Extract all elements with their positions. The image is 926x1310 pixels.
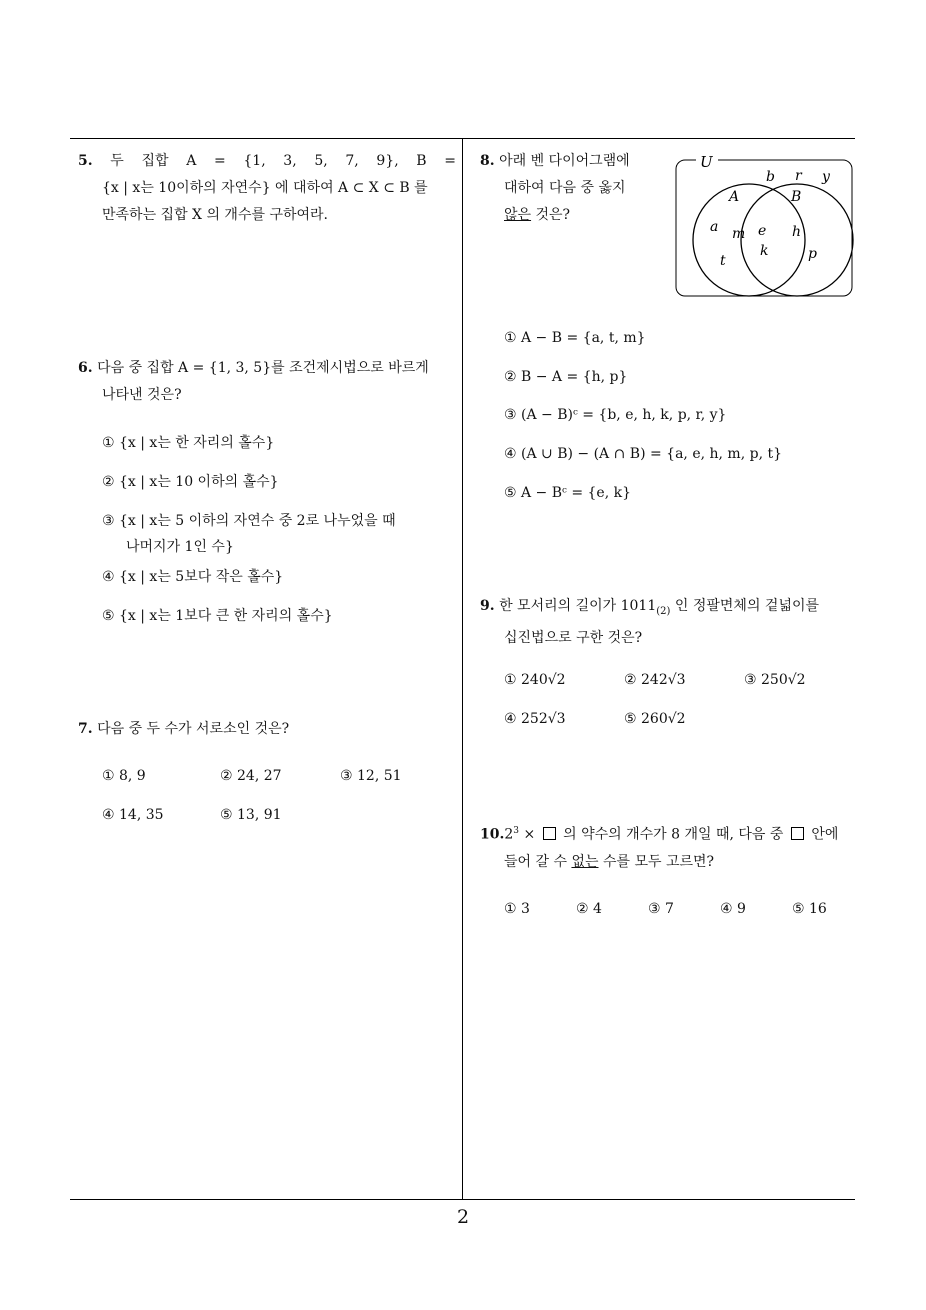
venn-element-k: k [760, 243, 769, 259]
venn-set-a-label: A [729, 189, 740, 205]
question-5-line3: 만족하는 집합 X 의 개수를 구하여라. [102, 207, 329, 223]
q9-option-2[interactable]: ② 242√3 [624, 672, 686, 688]
q7-option-2[interactable]: ② 24, 27 [220, 768, 282, 784]
q8-option-4[interactable]: ④ (A ∪ B) − (A ∩ B) = {a, e, h, m, p, t} [504, 446, 782, 462]
q7-option-3[interactable]: ③ 12, 51 [340, 768, 402, 784]
question-9-number: 9. [480, 598, 495, 614]
venn-element-m: m [732, 226, 746, 242]
q9-option-4[interactable]: ④ 252√3 [504, 711, 566, 727]
question-8-line1: 8. 아래 벤 다이어그램에 [480, 153, 630, 169]
q10-option-5[interactable]: ⑤ 16 [792, 901, 827, 917]
q10-option-3[interactable]: ③ 7 [648, 901, 674, 917]
question-5-line1: 5. 두 집합 A = {1, 3, 5, 7, 9}, B = [78, 153, 456, 169]
venn-element-t: t [720, 253, 726, 269]
q10-option-2[interactable]: ② 4 [576, 901, 602, 917]
venn-element-p: p [808, 246, 817, 262]
page-number: 2 [456, 1206, 470, 1228]
q8-option-5[interactable]: ⑤ A − Bᶜ = {e, k} [504, 485, 631, 501]
q8-option-3[interactable]: ③ (A − B)ᶜ = {b, e, h, k, p, r, y} [504, 407, 727, 423]
venn-element-h: h [792, 224, 802, 240]
question-8-line3: 않은 것은? [504, 207, 571, 223]
q9-option-3[interactable]: ③ 250√2 [744, 672, 806, 688]
column-divider [462, 138, 463, 1200]
q8-option-1[interactable]: ① A − B = {a, t, m} [504, 330, 646, 346]
question-10 [480, 818, 865, 876]
question-8-line2: 대하여 다음 중 옳지 [504, 180, 626, 196]
question-10-number: 10. [480, 826, 505, 843]
question-6-line1: 6. 다음 중 집합 A = {1, 3, 5}를 조건제시법으로 바르게 [78, 360, 429, 376]
q8-option-2[interactable]: ② B − A = {h, p} [504, 369, 628, 385]
q7-option-1[interactable]: ① 8, 9 [102, 768, 146, 784]
venn-element-r: r [795, 168, 802, 184]
question-8-number: 8. [480, 153, 495, 169]
venn-diagram [674, 152, 856, 300]
question-7 [78, 716, 458, 743]
venn-element-e: e [758, 223, 767, 239]
question-9-line1: 9. 한 모서리의 길이가 $1011_{(2)}$ 인 정팔면체의 겉넓이를 [480, 598, 820, 617]
question-10-line2: 들어 갈 수 없는 수를 모두 고르면? [504, 853, 715, 870]
venn-universe-label: U [700, 153, 713, 171]
q6-option-4[interactable]: ④ {x | x는 5보다 작은 홀수} [102, 569, 284, 585]
blank-box-icon [543, 827, 556, 840]
question-5 [78, 148, 456, 229]
q10-option-4[interactable]: ④ 9 [720, 901, 746, 917]
question-7-text: 다음 중 두 수가 서로소인 것은? [97, 721, 290, 737]
venn-set-b-label: B [791, 189, 802, 205]
q6-option-3-continued: 나머지가 1인 수} [126, 539, 234, 555]
question-6-number: 6. [78, 360, 93, 376]
q6-option-3[interactable]: ③ {x | x는 5 이하의 자연수 중 2로 나누었을 때 [102, 513, 396, 529]
venn-element-y: y [822, 169, 830, 185]
q6-option-5[interactable]: ⑤ {x | x는 1보다 큰 한 자리의 홀수} [102, 608, 333, 624]
venn-element-a: a [710, 219, 719, 235]
q6-option-1[interactable]: ① {x | x는 한 자리의 홀수} [102, 435, 275, 451]
q6-option-2[interactable]: ② {x | x는 10 이하의 홀수} [102, 474, 279, 490]
question-5-number: 5. [78, 153, 93, 169]
venn-element-b: b [766, 169, 775, 185]
question-6 [78, 355, 458, 409]
question-9 [480, 593, 860, 652]
question-5-line2: {x | x는 10이하의 자연수} 에 대하여 A ⊂ X ⊂ B 를 [102, 180, 428, 196]
q7-option-4[interactable]: ④ 14, 35 [102, 807, 164, 823]
venn-set-a-circle [693, 184, 805, 296]
blank-box-icon [791, 827, 804, 840]
question-10-line1: $10.2^3$ × 의 약수의 개수가 8 개일 때, 다음 중 안에 [480, 826, 839, 843]
q7-option-5[interactable]: ⑤ 13, 91 [220, 807, 282, 823]
q10-option-1[interactable]: ① 3 [504, 901, 530, 917]
bottom-rule [70, 1199, 855, 1200]
question-8 [480, 148, 660, 229]
q9-option-5[interactable]: ⑤ 260√2 [624, 711, 686, 727]
q9-option-1[interactable]: ① 240√2 [504, 672, 566, 688]
question-9-line2: 십진법으로 구한 것은? [504, 629, 643, 646]
question-6-line2: 나타낸 것은? [102, 387, 182, 403]
question-7-number: 7. [78, 721, 93, 737]
